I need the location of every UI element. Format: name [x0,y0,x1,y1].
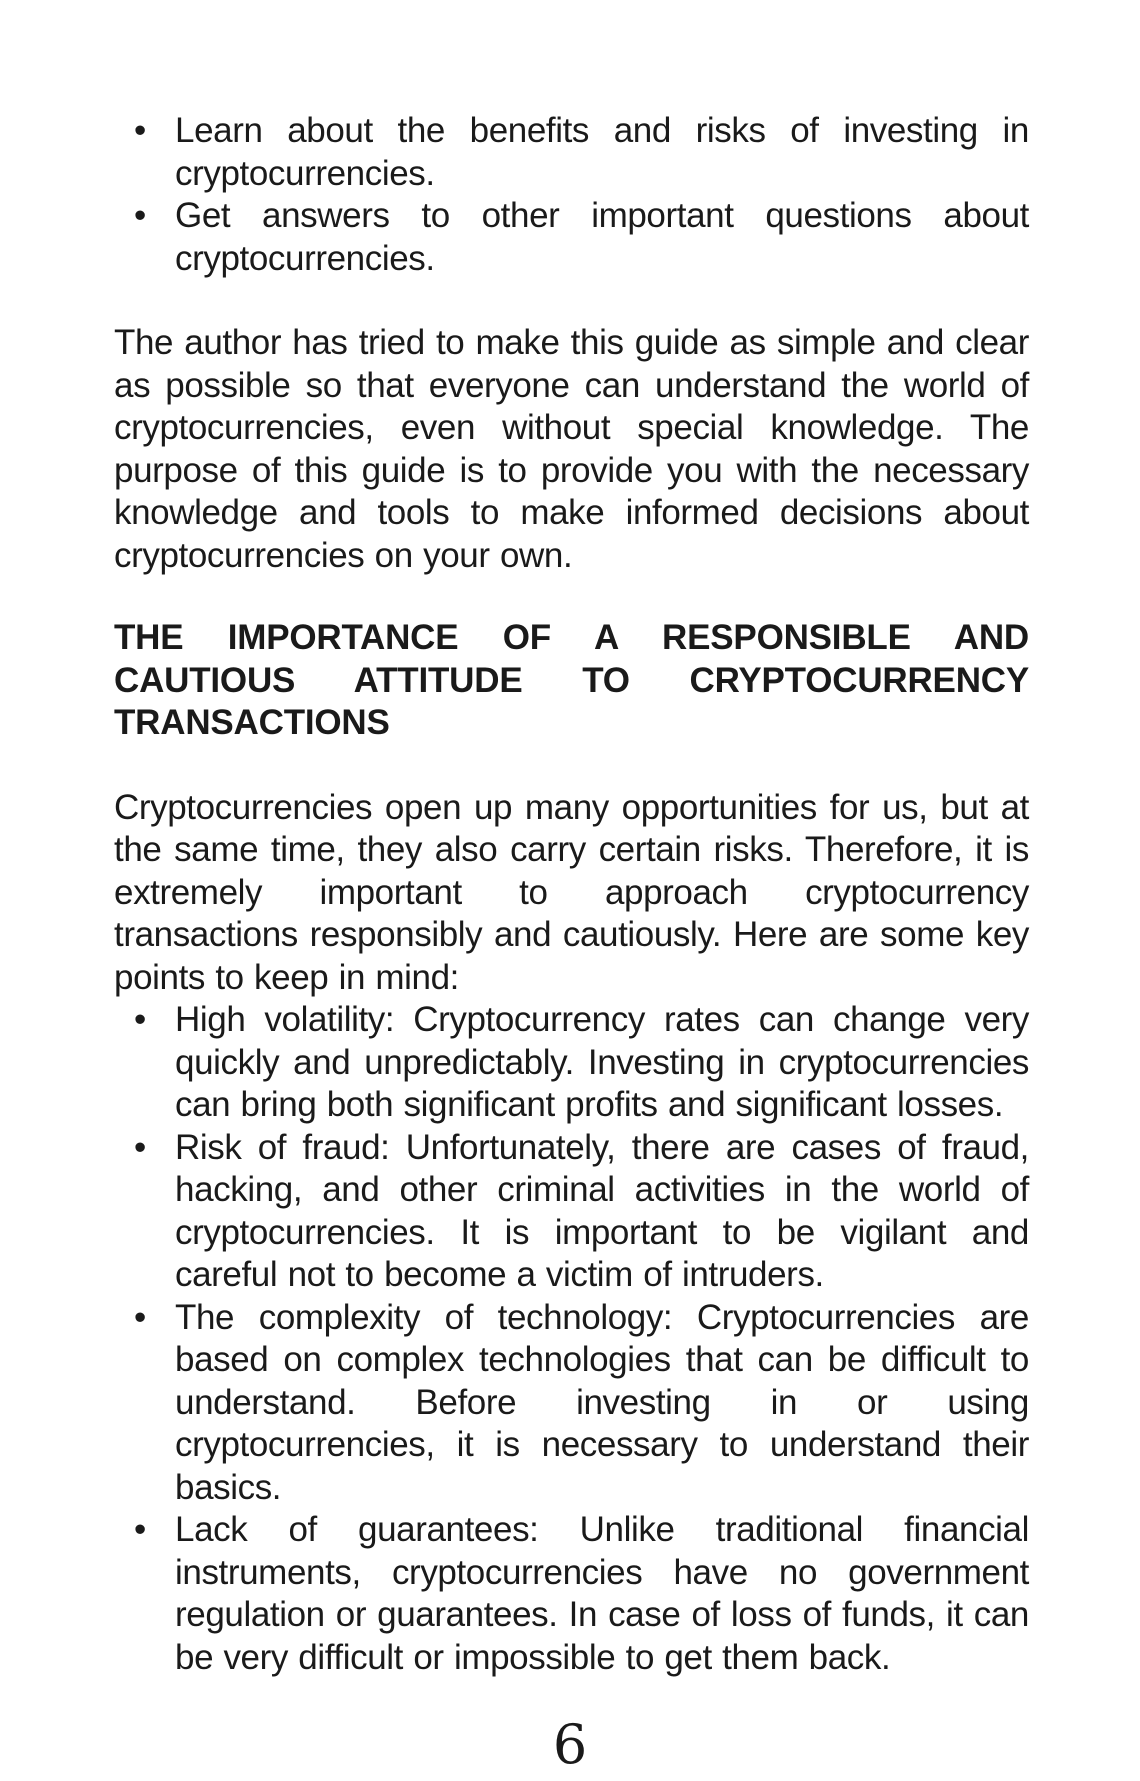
list-item-text: Lack of guarantees: Unlike traditional financial instruments, cryptocurrencies have no government regulation or guarantees. In case of loss of funds, it can be very difficult or impossible to get them back. [175,1510,1029,1677]
list-item-text: Get answers to other important questions about cryptocurrencies. [175,196,1029,278]
section-heading: THE IMPORTANCE OF A RESPONSIBLE AND CAUTIOUS ATTITUDE TO CRYPTOCURRENCY TRANSACTIONS [114,618,1029,742]
list-item [114,999,1029,1127]
bullet-icon: • [134,1127,146,1167]
bullet-icon: • [134,111,146,150]
page-number: 6 [552,1713,588,1776]
list-item-text: Learn about the benefits and risks of investing in cryptocurrencies. [175,111,1029,193]
bullet-icon: • [134,196,146,235]
list-item [114,110,1029,195]
risk-bullet-list [114,999,1029,1679]
list-item [114,1297,1029,1510]
list-item [114,1509,1029,1679]
intro-bullet-list [114,110,1029,280]
page-content [114,110,1029,1679]
bullet-icon: • [134,1297,146,1337]
bullet-icon: • [134,1510,146,1549]
list-item-text: The complexity of technology: Cryptocurrencies are based on complex technologies that can be difficult to understand. Before investing in or using cryptocurrencies, it is necessary to understand their basics. [175,1297,1029,1507]
intro-paragraph: The author has tried to make this guide as simple and clear as possible so that everyone can understand the world of cryptocurrencies, even without special knowledge. The purpose of this guide is to provide you with the necessary knowledge and tools to make informed decisions about cryptocurrencies on your own. [114,323,1029,575]
list-item [114,1127,1029,1297]
bullet-icon: • [134,1000,146,1039]
list-item-text: High volatility: Cryptocurrency rates can change very quickly and unpredictably. Investing in cryptocurrencies can bring both significant profits and significant losses. [175,1000,1029,1124]
list-item [114,195,1029,280]
section-paragraph: Cryptocurrencies open up many opportunities for us, but at the same time, they also carry certain risks. Therefore, it is extremely important to approach cryptocurrency transactions responsibly and cautiously. Here are some key points to keep in mind: [114,787,1029,997]
list-item-text: Risk of fraud: Unfortunately, there are cases of fraud, hacking, and other criminal activities in the world of cryptocurrencies. It is important to be vigilant and careful not to become a victim of intruders. [175,1127,1029,1294]
